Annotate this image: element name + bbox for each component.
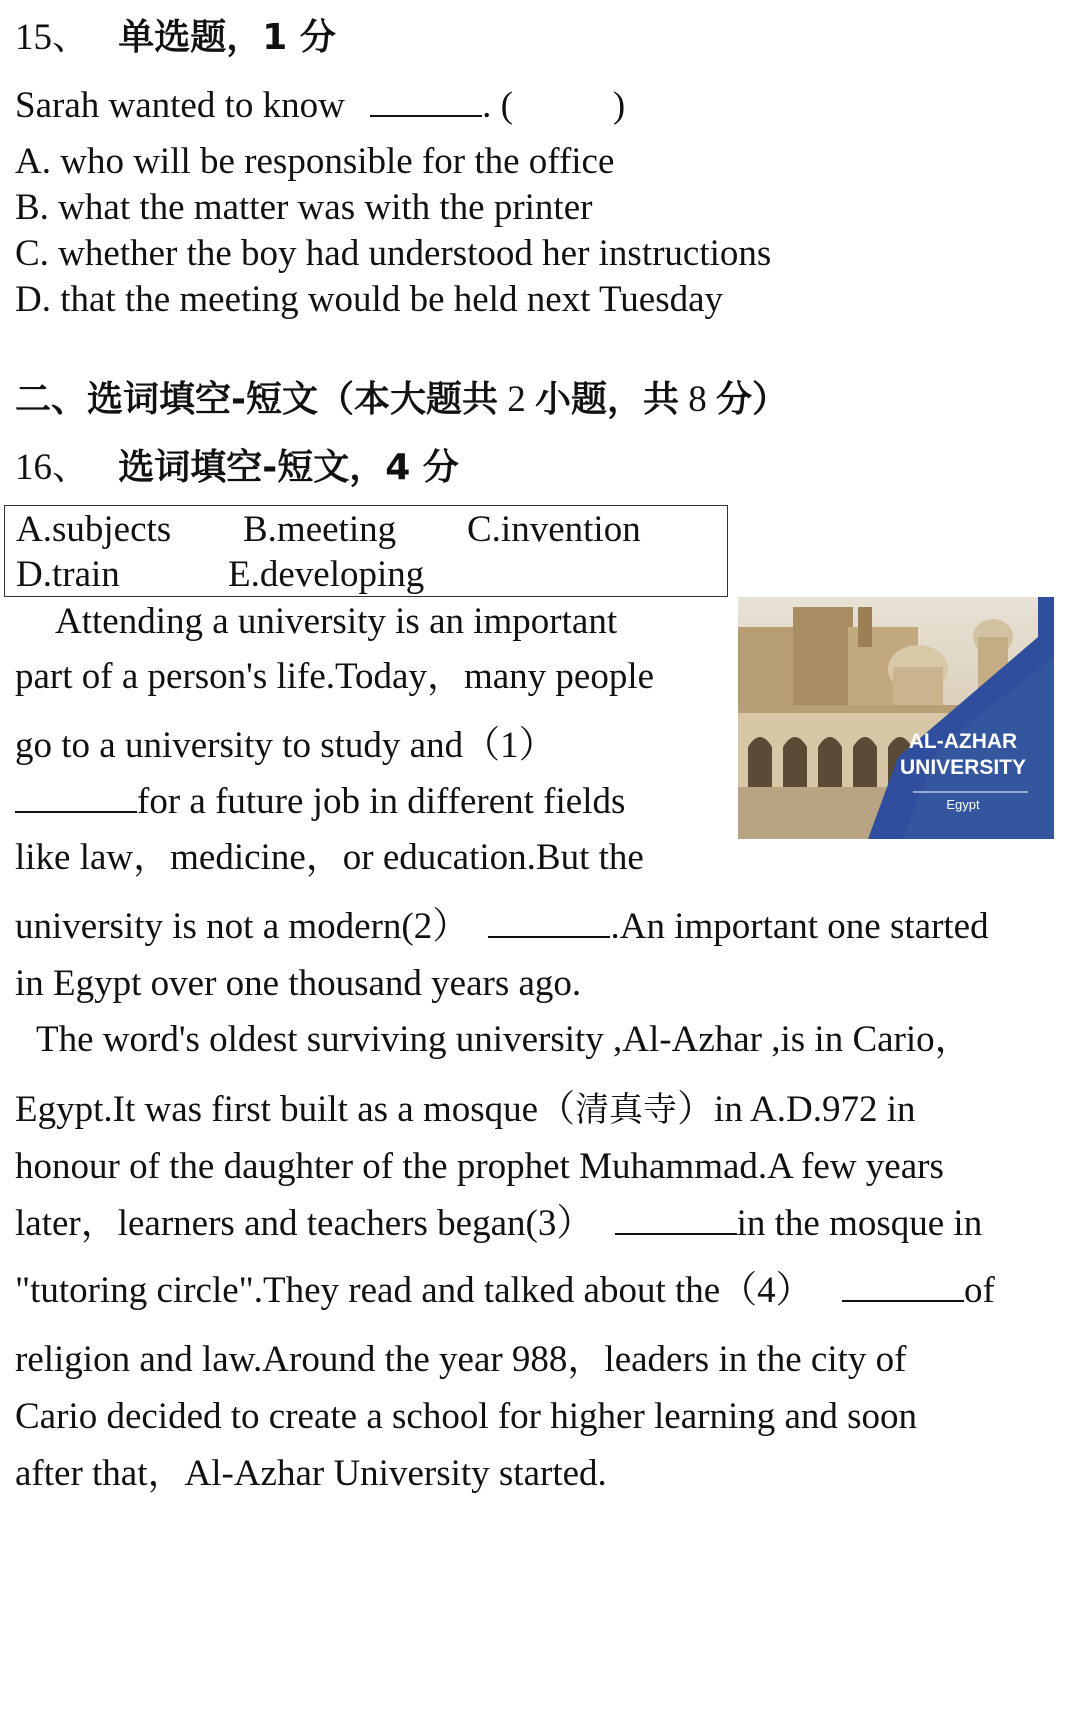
image-text-university: UNIVERSITY	[899, 756, 1027, 779]
section2-title-c: 分）	[715, 379, 788, 420]
q16-number: 16、	[15, 447, 89, 488]
q15-option-a[interactable]: A. who will be responsible for the office	[15, 141, 615, 182]
passage-line-7: in Egypt over one thousand years ago.	[15, 963, 582, 1004]
al-azhar-image	[738, 597, 1054, 839]
passage-line-1: Attending a university is an important	[55, 601, 618, 642]
image-text-al-azhar: AL-AZHAR	[908, 730, 1018, 753]
section2-points: 8	[678, 379, 716, 420]
passage-line-4	[15, 780, 625, 824]
blank-2[interactable]	[488, 906, 610, 938]
word-bank-d: D.train	[16, 554, 120, 595]
passage-line-9-cjk: 清真寺	[575, 1090, 678, 1130]
passage-line-9	[15, 1088, 916, 1132]
section2-title-a: 二、选词填空-短文（本大题共	[15, 379, 498, 420]
passage-line-15: after that，Al-Azhar University started.	[15, 1453, 607, 1494]
passage-line-12b: of	[963, 1270, 995, 1311]
q16-header	[15, 446, 459, 490]
q15-score: ，1 分	[226, 17, 336, 58]
q15-type: 单选题	[118, 17, 227, 58]
word-bank-a: A.subjects	[16, 509, 172, 550]
blank-3[interactable]	[615, 1203, 737, 1235]
q15-number: 15、	[15, 17, 89, 58]
passage-line-6a: university is not a modern(2）	[15, 906, 470, 947]
q15-option-c[interactable]: C. whether the boy had understood her instructions	[15, 233, 772, 274]
passage-line-11	[15, 1202, 982, 1246]
passage-line-11a: later，learners and teachers began(3）	[15, 1203, 594, 1244]
q15-stem	[15, 84, 625, 128]
passage-line-6	[15, 905, 989, 949]
q15-stem-text: Sarah wanted to know	[15, 85, 345, 126]
passage-line-6b: .An important one started	[610, 906, 989, 947]
q15-option-d[interactable]: D. that the meeting would be held next Tuesday	[15, 279, 724, 320]
word-bank-b: B.meeting	[243, 509, 397, 550]
section2-title	[15, 378, 788, 422]
q15-header	[15, 16, 336, 60]
q15-option-b[interactable]: B. what the matter was with the printer	[15, 187, 593, 228]
passage-line-10: honour of the daughter of the prophet Muhammad.A few years	[15, 1146, 944, 1187]
passage-line-14: Cario decided to create a school for higher learning and soon	[15, 1396, 918, 1437]
passage-line-2: part of a person's life.Today，many people	[15, 656, 655, 697]
passage-line-12a: "tutoring circle".They read and talked about the（4）	[15, 1270, 813, 1311]
passage-line-9a: Egypt.It was first built as a mosque（	[15, 1089, 576, 1130]
q16-type: 选词填空-短文	[118, 447, 350, 488]
q15-paren-open: . (	[482, 85, 513, 126]
word-bank-c: C.invention	[467, 509, 641, 550]
word-bank-box	[4, 505, 728, 597]
passage-line-12	[15, 1269, 995, 1313]
blank-1[interactable]	[15, 781, 137, 813]
passage-line-8: The word's oldest surviving university ,Al-Azhar ,is in Cario，	[36, 1019, 972, 1060]
word-bank-e: E.developing	[228, 554, 425, 595]
q15-blank	[370, 85, 482, 117]
passage-line-4-text: for a future job in different fields	[137, 781, 626, 822]
passage-line-13: religion and law.Around the year 988，leaders in the city of	[15, 1339, 907, 1380]
q16-score: ，4 分	[349, 447, 459, 488]
passage-line-3: go to a university to study and（1）	[15, 725, 556, 766]
passage-line-11b: in the mosque in	[736, 1203, 983, 1244]
passage-line-9b: ）in A.D.972 in	[677, 1089, 916, 1130]
image-text-egypt: Egypt	[946, 797, 980, 812]
q15-paren-close: )	[612, 85, 626, 126]
section2-title-b: 小题，共	[534, 379, 679, 420]
passage-line-5: like law，medicine，or education.But the	[15, 837, 644, 878]
section2-count: 2	[497, 379, 535, 420]
blank-4[interactable]	[842, 1270, 964, 1302]
